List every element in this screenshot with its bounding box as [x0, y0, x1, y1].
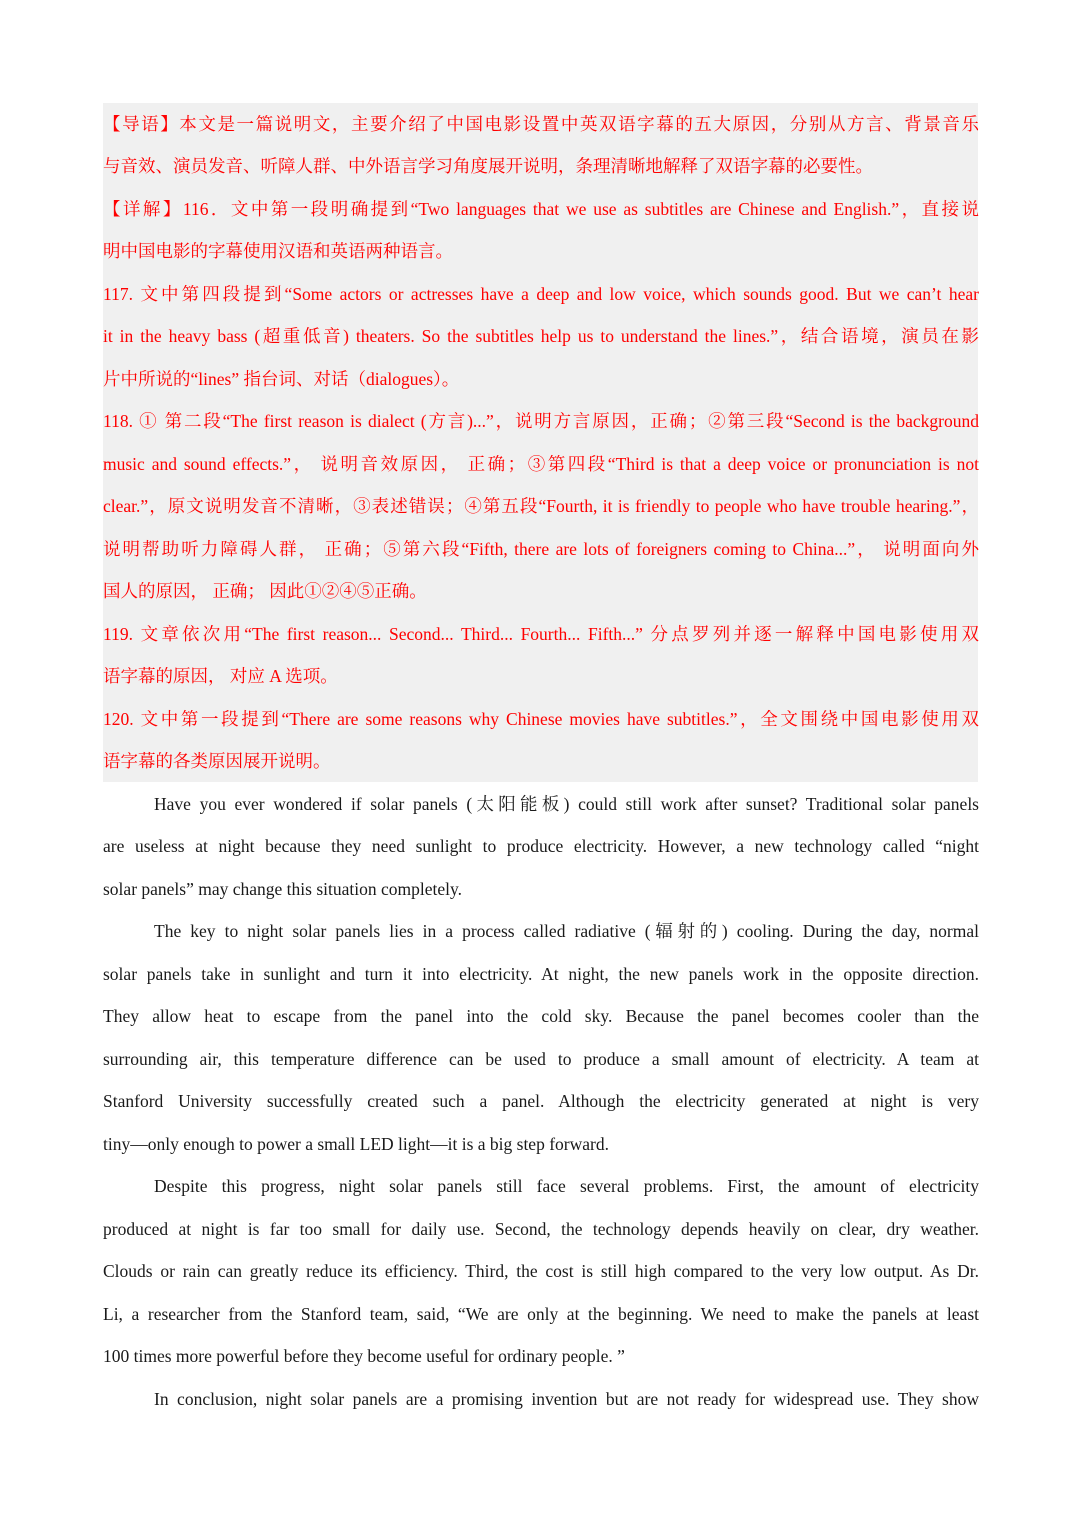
analysis-line: 117. 文中第四段提到“Some actors or actresses have a deep and low voice, which sounds good. But we can’t hear: [103, 284, 979, 304]
analysis-line: 语字幕的各类原因展开说明。: [103, 751, 331, 771]
passage-line: The key to night solar panels lies in a process called radiative (辐射的) cooling. During the day, normal: [154, 921, 979, 941]
analysis-line: 【导语】本文是一篇说明文，主要介绍了中国电影设置中英双语字幕的五大原因，分别从方言、背景音乐: [103, 114, 979, 134]
analysis-line: 118. ① 第二段“The first reason is dialect (方言)...”，说明方言原因，正确；②第三段“Second is the background: [103, 411, 979, 431]
analysis-line: 明中国电影的字幕使用汉语和英语两种语言。: [103, 241, 453, 261]
passage-line: tiny—only enough to power a small LED light—it is a big step forward.: [103, 1134, 609, 1154]
analysis-line: 国人的原因， 正确； 因此①②④⑤正确。: [103, 581, 427, 601]
analysis-line: 与音效、演员发音、听障人群、中外语言学习角度展开说明，条理清晰地解释了双语字幕的必要性。: [103, 156, 873, 176]
passage-line: They allow heat to escape from the panel into the cold sky. Because the panel becomes cooler than the: [103, 1006, 979, 1026]
passage-line: Despite this progress, night solar panels still face several problems. First, the amount of electricity: [154, 1176, 979, 1196]
passage-line: are useless at night because they need sunlight to produce electricity. However, a new technology called “night: [103, 836, 979, 856]
analysis-line: it in the heavy bass (超重低音) theaters. So the subtitles help us to understand the lines.”，结合语境，演员在影: [103, 326, 979, 346]
analysis-line: clear.”，原文说明发音不清晰，③表述错误；④第五段“Fourth, it is friendly to people who have trouble hearing.”，: [103, 496, 979, 516]
passage-line: Li, a researcher from the Stanford team, said, “We are only at the beginning. We need to make the panels at least: [103, 1304, 979, 1324]
analysis-line: 119. 文章依次用“The first reason... Second... Third... Fourth... Fifth...” 分点罗列并逐一解释中国电影使用双: [103, 624, 979, 644]
analysis-line: 【详解】116．文中第一段明确提到“Two languages that we use as subtitles are Chinese and English.”，直接说: [103, 199, 979, 219]
analysis-line: 120. 文中第一段提到“There are some reasons why Chinese movies have subtitles.”，全文围绕中国电影使用双: [103, 709, 979, 729]
passage-line: produced at night is far too small for daily use. Second, the technology depends heavily on clear, dry weather.: [103, 1219, 979, 1239]
analysis-line: music and sound effects.”， 说明音效原因， 正确；③第四段“Third is that a deep voice or pronunciation is not: [103, 454, 979, 474]
passage-line: Stanford University successfully created such a panel. Although the electricity generated at night is very: [103, 1091, 979, 1111]
passage-line: Clouds or rain can greatly reduce its efficiency. Third, the cost is still high compared to the very low output. As Dr.: [103, 1261, 979, 1281]
passage-line: In conclusion, night solar panels are a promising invention but are not ready for widespread use. They show: [154, 1389, 979, 1409]
analysis-line: 语字幕的原因， 对应 A 选项。: [103, 666, 338, 686]
passage-line: solar panels” may change this situation completely.: [103, 879, 462, 899]
passage-line: surrounding air, this temperature difference can be used to produce a small amount of electricity. A team at: [103, 1049, 979, 1069]
analysis-line: 说明帮助听力障碍人群， 正确；⑤第六段“Fifth, there are lots of foreigners coming to China...”， 说明面向外: [103, 539, 979, 559]
passage-line: solar panels take in sunlight and turn it into electricity. At night, the new panels work in the opposite direction.: [103, 964, 979, 984]
analysis-line: 片中所说的“lines” 指台词、对话（dialogues）。: [103, 369, 460, 389]
passage-line: 100 times more powerful before they become useful for ordinary people. ”: [103, 1346, 625, 1366]
passage-line: Have you ever wondered if solar panels (太阳能板) could still work after sunset? Traditional solar panels: [154, 794, 979, 814]
